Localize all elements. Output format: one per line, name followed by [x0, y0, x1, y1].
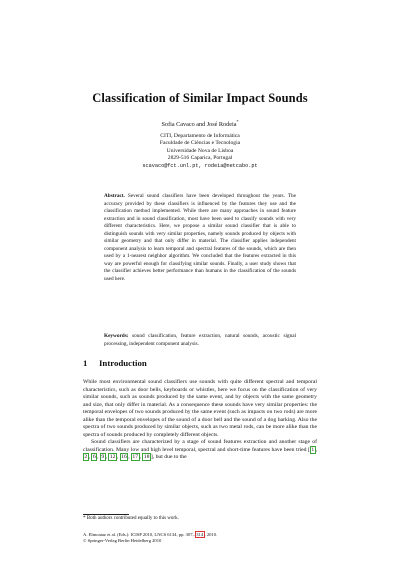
citation-link[interactable]: 1 [311, 446, 315, 453]
paragraph-text: Sound classifiers are characterized by a stage of sound features extraction and another stage of classification. Many low and high level temporal, spectral and short-time features have been tried [83, 439, 317, 453]
paragraph: While most environmental sound classifiers use sounds with quite different spectral and temporal characteristics, such as door bells, keyboards or whistles, here we focus on the classification of very similar sounds, such as sounds produced by the same event, and by objects with the same geometry and size, that only differ in material. As a consequence these sounds have very similar properties: the temporal envelopes of two sounds produced by the same event (such as impacts on two rods) are more alike than the temporal envelopes of the sound of a door bell and the sound of a dog barking. Also the spectra of two sounds produced by similar objects, such as two metal rods, can be more alike than the spectra of sounds produced by completely different objects. [83, 379, 317, 438]
body-text [83, 379, 317, 462]
author-footnote-mark: * [236, 119, 239, 124]
footnote: * Both authors contributed equally to this work. [83, 516, 179, 521]
keywords-label: Keywords: [104, 333, 129, 339]
paper-title: Classification of Similar Impact Sounds [92, 91, 308, 105]
citation-link[interactable]: 9 [101, 454, 105, 461]
keywords-text: sound classification, feature extraction, natural sounds, acoustic signal processing, independent component analysis. [104, 333, 296, 347]
affiliation-line: CITI, Departamento de Informática [160, 133, 240, 139]
section-title: Introduction [99, 358, 147, 368]
copyright-line: © Springer-Verlag Berlin Heidelberg 2010 [83, 538, 162, 544]
citation-link[interactable]: 6 [92, 454, 96, 461]
citation-link[interactable]: 16 [121, 454, 127, 461]
footnote-rule [83, 514, 129, 515]
affiliation-line: Faculdade de Ciências e Tecnologia [159, 140, 241, 147]
citation-link[interactable]: 12 [109, 454, 116, 461]
authors [0, 119, 400, 128]
section-heading [83, 358, 147, 368]
paragraph-tail: , but due to the [152, 454, 187, 461]
affiliation [0, 133, 400, 170]
abstract-label: Abstract. [104, 193, 125, 199]
author-names: Sofia Cavaco and José Rodeia [161, 121, 237, 129]
abstract-text: Several sound classifiers have been developed throughout the years. The accuracy provided by these classifiers is influenced by the features they use and the classification method implemented. While there are many approaches in sound feature extraction and in sound classification, most have been used to classify sounds with very different characteristics. Here, we propose a similar sound classifier that is able to distinguish sounds with very similar properties, namely sounds produced by objects with similar geometry and that only differ in material. The classifier applies independent component analysis to learn temporal and spectral features of the sounds, which are then used by a 1-nearest neighbor algorithm. We concluded that the features extracted in this way are powerful enough for classifying similar sounds. Finally, a user study shows that the classifier achieves better performance than humans in the classification of the sounds used here. [104, 193, 296, 282]
author-emails: scavaco@fct.unl.pt, rodeia@netcabo.pt [142, 162, 258, 169]
citation-link[interactable]: 18 [143, 454, 150, 461]
abstract [104, 193, 296, 283]
section-number: 1 [83, 358, 88, 368]
affiliation-line: Universidade Nova de Lisboa [166, 147, 234, 154]
publication-text: , 2010. [204, 532, 218, 537]
citation-link[interactable]: 2 [84, 454, 88, 461]
affiliation-line: 2829-516 Caparica, Portugal [167, 155, 233, 162]
page-link[interactable]: 314 [196, 532, 204, 537]
publication-info [83, 532, 217, 545]
publication-text: A. Elmoataz et al. (Eds.): ICISP 2010, LNCS 6134, pp. 307– [83, 532, 195, 537]
keywords [104, 333, 296, 348]
citation-link[interactable]: 17 [132, 454, 139, 461]
paragraph: Sound classifiers are characterized by a stage of sound features extraction and another stage of classification. Many low and high level temporal, spectral and short-time features have been tried [1, 2, 6, 9, 12, 16, 17, 18], but due to the [83, 439, 317, 461]
